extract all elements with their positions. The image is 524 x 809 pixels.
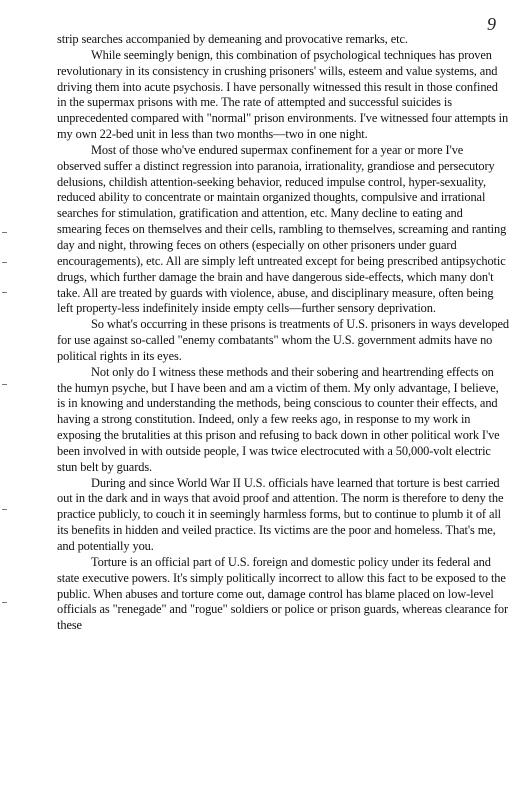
body-text xyxy=(57,32,509,634)
paragraph: Not only do I witness these methods and their sobering and heartrending effects on the humyn psyche, but I have been and am a victim of them. My only advantage, I believe, is in knowing and understanding the methods, being conscious to counter their effects, and having a strong constitution. Indeed, only a few reeks ago, in response to my work in exposing the brutalities at this prison and refusing to back down in other political work I've been involved in with outside people, I was twice electrocuted with a 50,000-volt electric stun belt by guards. xyxy=(57,364,500,474)
margin-mark xyxy=(2,232,7,233)
page-number: 9 xyxy=(487,14,496,34)
paragraph: While seemingly benign, this combination of psychological techniques has proven revolutionary in its consistency in crushing prisoners' wills, esteem and value systems, and driving them into acute psychosis. I have personally witnessed this result in those confined in the supermax prisons with me. The rate of attempted and successful suicides is unprecedented compared with "normal" prison environments. I've witnessed four attempts in my own 22-bed unit in less than two months—two in one night. xyxy=(57,47,509,142)
margin-mark xyxy=(2,292,7,293)
paragraph: Most of those who've endured supermax confinement for a year or more I've observed suffer a distinct regression into paranoia, irrationality, grandiose and persecutory delusions, childish attention-seeking behavior, reduced impulse control, hyper-sexuality, reduced ability to concentrate or maintain organized thoughts, compulsive and irrational searches for stimulation, gratification and attention, etc. Many decline to eating and smearing feces on themselves and their cells, rambling to themselves, screaming and ranting day and night, throwing feces on others (especially on other prisoners under guard encouragements), etc. All are simply left untreated except for being prescribed antipsychotic drugs, which further damage the brain and have dangerous side-effects, which many don't take. All are treated by guards with violence, abuse, and disciplinary measure, often being left property-less indefinitely inside empty cells—further sensory deprivation. xyxy=(57,142,507,316)
paragraph: During and since World War II U.S. officials have learned that torture is best carried out in the dark and in ways that avoid proof and attention. The norm is therefore to deny the practice publicly, to couch it in seemingly harmless forms, but to continue to plumb it of all its benefits in hidden and veiled practice. Its victims are the poor and homeless. That's me, and potentially you. xyxy=(57,475,504,553)
margin-mark xyxy=(2,384,7,385)
margin-mark xyxy=(2,602,7,603)
paragraph: So what's occurring in these prisons is treatments of U.S. prisoners in ways developed for use against so-called "enemy combatants" whom the U.S. government admits have no political rights in its eyes. xyxy=(57,317,509,363)
paragraph: Torture is an official part of U.S. foreign and domestic policy under its federal and state executive powers. It's simply politically incorrect to allow this fact to be exposed to the public. When abuses and torture come out, damage control has blame placed on low-level officials as "renegade" and "rogue" soldiers or police or prison guards, whereas clearance for these xyxy=(57,554,508,633)
paragraph-continued: strip searches accompanied by demeaning and provocative remarks, etc. xyxy=(57,32,408,46)
margin-mark xyxy=(2,509,7,510)
margin-mark xyxy=(2,262,7,263)
